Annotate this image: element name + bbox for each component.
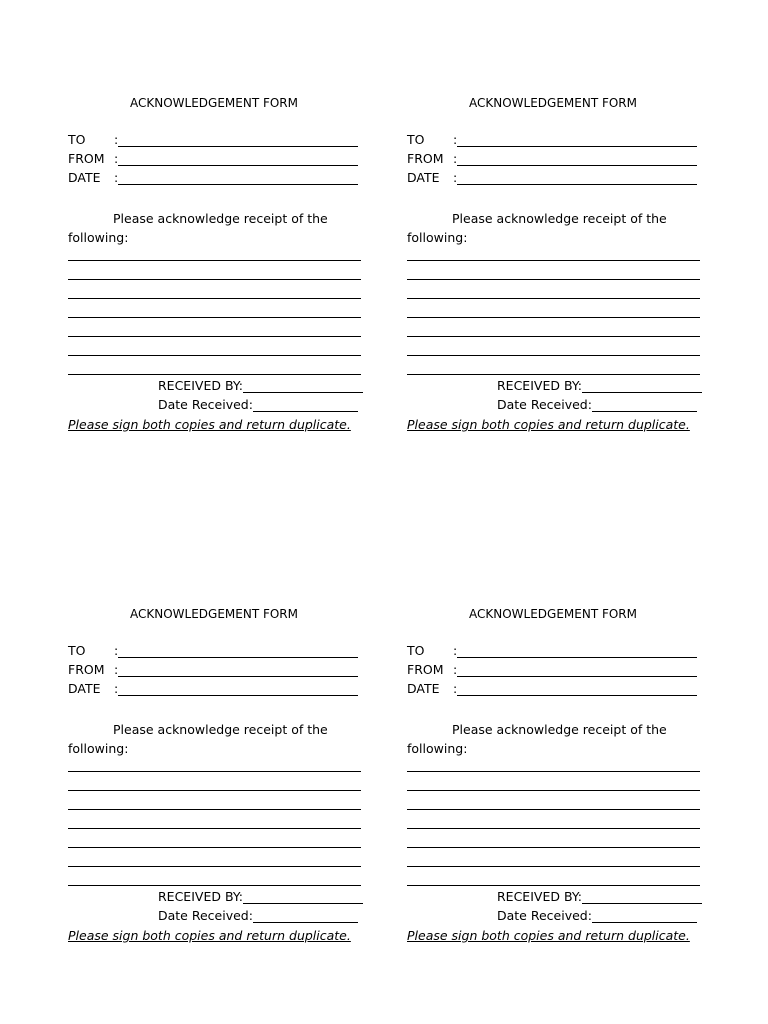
date-field[interactable] [457,184,697,185]
intro-line-2: following: [68,230,129,245]
item-line-1[interactable] [68,771,361,772]
date-received-field[interactable] [253,397,358,412]
intro-line-2: following: [68,741,129,756]
to-field[interactable] [457,146,697,147]
date-received-field[interactable] [592,908,697,923]
intro-line-1: Please acknowledge receipt of the [452,722,667,737]
footnote: Please sign both copies and return duplicate. [68,928,351,943]
from-row [407,662,707,681]
intro-line-2: following: [407,741,468,756]
item-line-6[interactable] [68,355,361,356]
date-received-field[interactable] [592,397,697,412]
item-line-3[interactable] [407,809,700,810]
to-label: TO [68,643,86,658]
from-field[interactable] [457,676,697,677]
item-line-7[interactable] [407,885,700,886]
item-line-1[interactable] [68,260,361,261]
received-by-field[interactable] [243,889,363,904]
item-line-6[interactable] [407,866,700,867]
from-row [68,662,368,681]
item-line-5[interactable] [68,336,361,337]
item-line-2[interactable] [68,279,361,280]
date-colon: : [114,681,119,696]
date-colon: : [453,681,458,696]
date-label: DATE [68,170,101,185]
item-line-6[interactable] [68,866,361,867]
item-line-2[interactable] [407,790,700,791]
footnote: Please sign both copies and return duplicate. [407,417,690,432]
intro-line-1: Please acknowledge receipt of the [452,211,667,226]
form-title: ACKNOWLEDGEMENT FORM [129,607,299,621]
date-field[interactable] [118,695,358,696]
item-line-7[interactable] [68,374,361,375]
to-field[interactable] [457,657,697,658]
date-label: DATE [407,681,440,696]
from-field[interactable] [118,165,358,166]
to-colon: : [114,643,119,658]
date-received-label: Date Received: [497,397,592,412]
date-field[interactable] [457,695,697,696]
received-by-row [497,889,702,905]
date-label: DATE [68,681,101,696]
to-colon: : [453,132,458,147]
from-field[interactable] [457,165,697,166]
from-field[interactable] [118,676,358,677]
intro-text [68,209,368,247]
to-row [68,132,368,151]
item-line-4[interactable] [407,828,700,829]
received-by-field[interactable] [243,378,363,393]
item-line-5[interactable] [68,847,361,848]
date-row [68,170,368,189]
to-row [407,643,707,662]
item-line-5[interactable] [407,847,700,848]
date-label: DATE [407,170,440,185]
intro-line-1: Please acknowledge receipt of the [113,722,328,737]
acknowledgement-form-bottom-right [407,606,707,966]
to-row [407,132,707,151]
date-received-row [497,908,697,924]
item-line-2[interactable] [68,790,361,791]
date-received-row [158,908,358,924]
item-line-3[interactable] [68,298,361,299]
item-line-7[interactable] [407,374,700,375]
received-by-label: RECEIVED BY: [497,889,583,904]
to-field[interactable] [118,146,358,147]
from-colon: : [453,151,458,166]
from-label: FROM [407,662,444,677]
acknowledgement-form-top-left [68,95,368,455]
footnote: Please sign both copies and return duplicate. [68,417,351,432]
form-title: ACKNOWLEDGEMENT FORM [129,96,299,110]
from-label: FROM [68,151,105,166]
item-line-2[interactable] [407,279,700,280]
date-received-label: Date Received: [497,908,592,923]
item-line-1[interactable] [407,771,700,772]
date-received-field[interactable] [253,908,358,923]
received-by-label: RECEIVED BY: [497,378,583,393]
from-row [407,151,707,170]
to-field[interactable] [118,657,358,658]
intro-line-2: following: [407,230,468,245]
date-received-row [158,397,358,413]
date-received-row [497,397,697,413]
acknowledgement-form-top-right [407,95,707,455]
from-label: FROM [407,151,444,166]
item-line-3[interactable] [68,809,361,810]
to-colon: : [114,132,119,147]
from-row [68,151,368,170]
date-row [407,681,707,700]
date-colon: : [453,170,458,185]
form-title: ACKNOWLEDGEMENT FORM [468,607,638,621]
to-label: TO [407,132,425,147]
footnote: Please sign both copies and return duplicate. [407,928,690,943]
date-field[interactable] [118,184,358,185]
date-colon: : [114,170,119,185]
item-line-3[interactable] [407,298,700,299]
intro-text [68,720,368,758]
received-by-label: RECEIVED BY: [158,378,244,393]
received-by-row [497,378,702,394]
to-label: TO [407,643,425,658]
date-received-label: Date Received: [158,397,253,412]
date-row [407,170,707,189]
item-line-4[interactable] [68,317,361,318]
item-line-1[interactable] [407,260,700,261]
to-row [68,643,368,662]
received-by-field[interactable] [582,889,702,904]
intro-text [407,209,707,247]
item-line-6[interactable] [407,355,700,356]
to-label: TO [68,132,86,147]
received-by-field[interactable] [582,378,702,393]
from-colon: : [114,151,119,166]
item-line-7[interactable] [68,885,361,886]
received-by-row [158,378,363,394]
from-label: FROM [68,662,105,677]
from-colon: : [453,662,458,677]
form-title: ACKNOWLEDGEMENT FORM [468,96,638,110]
intro-line-1: Please acknowledge receipt of the [113,211,328,226]
acknowledgement-form-bottom-left [68,606,368,966]
date-received-label: Date Received: [158,908,253,923]
from-colon: : [114,662,119,677]
item-line-4[interactable] [68,828,361,829]
item-line-4[interactable] [407,317,700,318]
received-by-row [158,889,363,905]
received-by-label: RECEIVED BY: [158,889,244,904]
item-line-5[interactable] [407,336,700,337]
date-row [68,681,368,700]
to-colon: : [453,643,458,658]
intro-text [407,720,707,758]
